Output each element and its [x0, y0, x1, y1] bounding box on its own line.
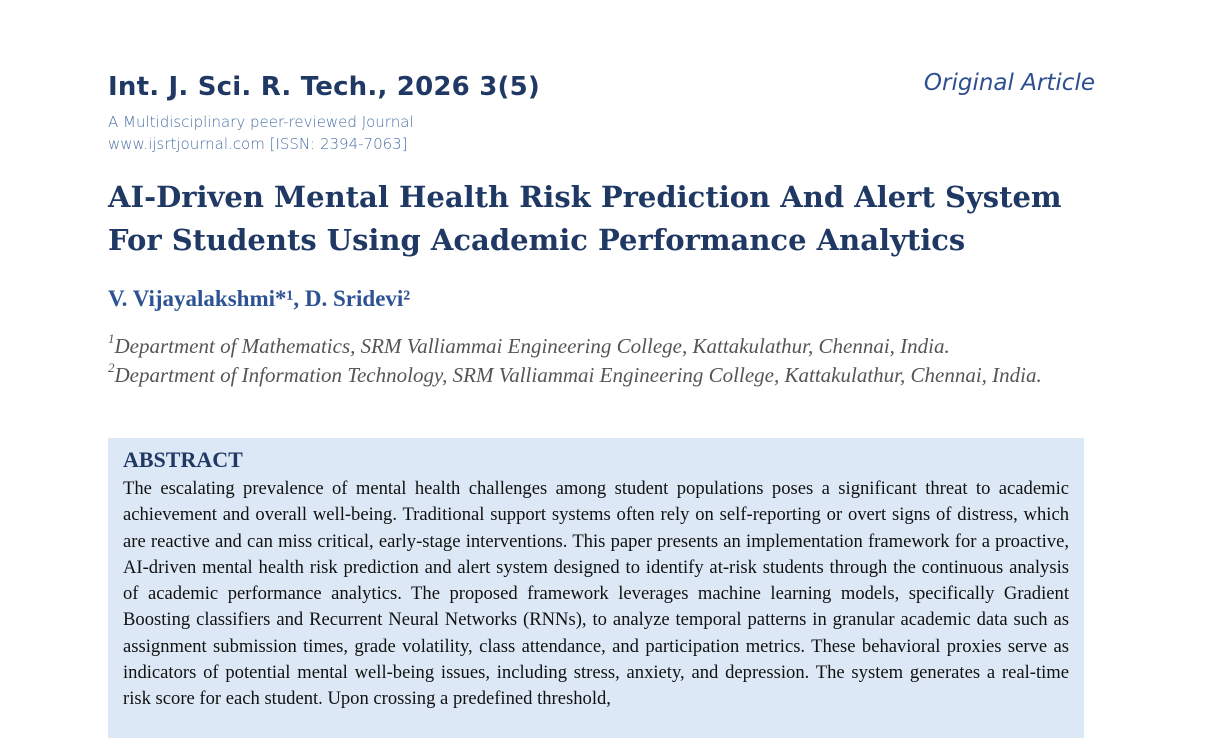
affiliation-marker: 2	[108, 360, 115, 375]
article-type-label: Original Article	[923, 70, 1095, 96]
paper-title: AI-Driven Mental Health Risk Prediction And Alert System For Students Using Academic Performance Analytics	[108, 180, 1062, 257]
affiliation-text: Department of Mathematics, SRM Valliammai Engineering College, Kattakulathur, Chennai, India.	[114, 334, 950, 358]
abstract-text: The escalating prevalence of mental health challenges among student populations poses a significant threat to academic achievement and overall well-being. Traditional support systems often rely on self-reporting or overt signs of distress, which are reactive and can miss critical, early-stage interventions. This paper presents an implementation framework for a proactive, AI-driven mental health risk prediction and alert system designed to identify at-risk students through the continuous analysis of academic performance analytics. The proposed framework leverages machine learning models, specifically Gradient Boosting classifiers and Recurrent Neural Networks (RNNs), to analyze temporal patterns in granular academic data such as assignment submission times, grade volatility, class attendance, and participation metrics. These behavioral proxies serve as indicators of potential mental well-being issues, including stress, anxiety, and depression. The system generates a real-time risk score for each student. Upon crossing a predefined threshold,	[123, 478, 1069, 710]
abstract-heading: ABSTRACT	[123, 447, 243, 472]
journal-subtitle: A Multidisciplinary peer-reviewed Journal	[108, 113, 414, 131]
author-list: V. Vijayalakshmi*¹, D. Sridevi²	[108, 286, 411, 311]
affiliation-2	[108, 355, 1068, 390]
abstract-section	[108, 438, 1084, 738]
journal-website-issn[interactable]: www.ijsrtjournal.com [ISSN: 2394-7063]	[108, 135, 408, 153]
affiliation-text: Department of Information Technology, SRM Valliammai Engineering College, Kattakulathur, Chennai, India.	[114, 363, 1042, 387]
affiliation-marker: 1	[108, 331, 115, 346]
journal-title: Int. J. Sci. R. Tech., 2026 3(5)	[108, 72, 540, 102]
